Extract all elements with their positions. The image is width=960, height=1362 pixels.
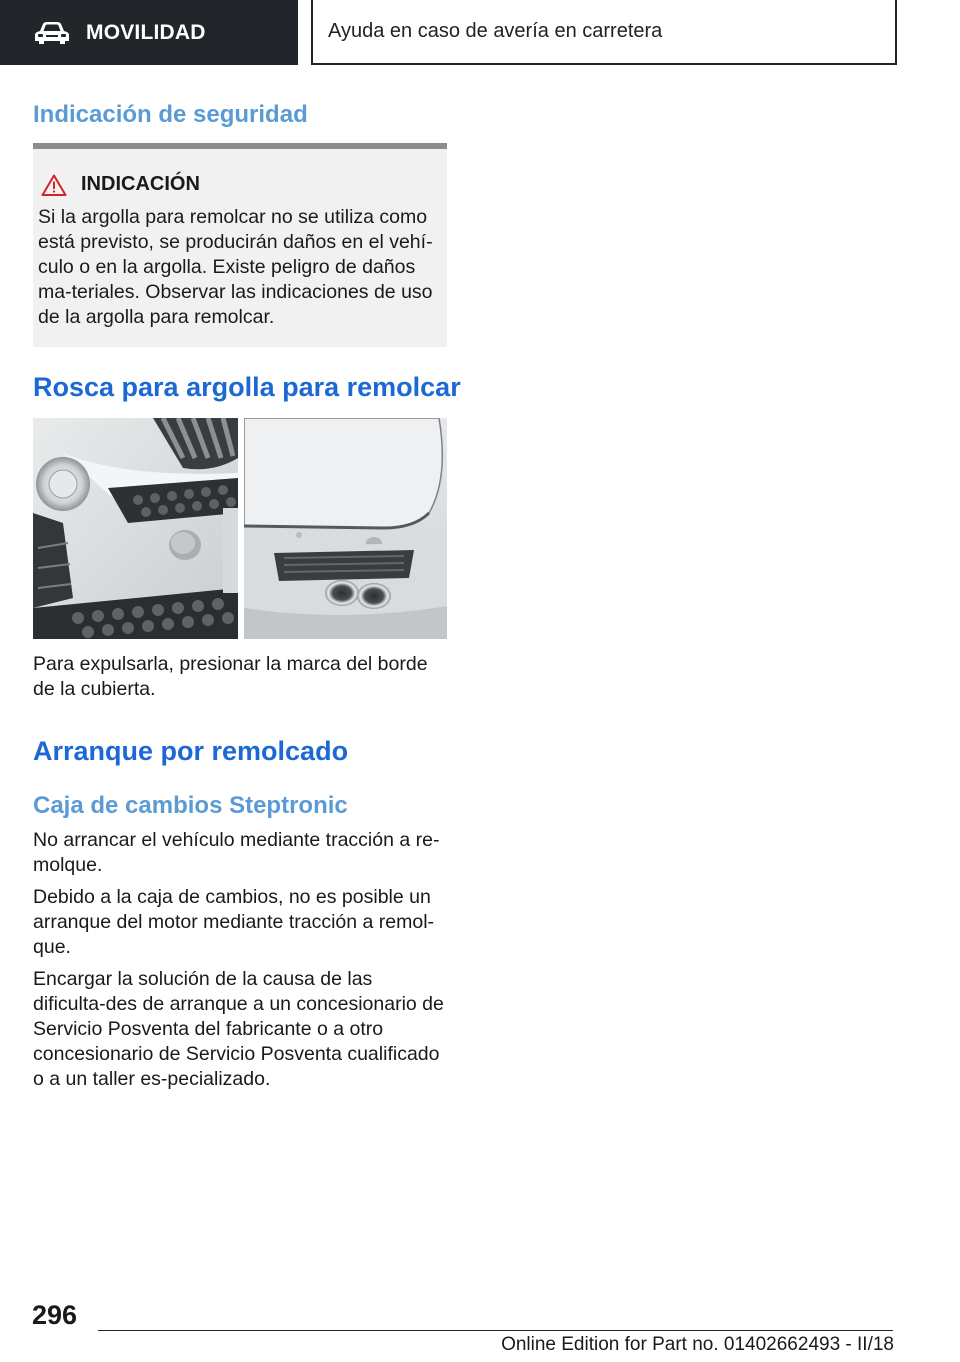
notice-text: Si la argolla para remolcar no se utiliza como está previsto, se producirán daños en el vehí-culo o en la argolla. Existe peligro de daños ma-teriales. Observar las indicaciones de uso de la argolla para remolcar. [38,206,433,328]
tow-eye-cover-figure [33,418,447,639]
notice-box [33,143,447,347]
warning-triangle-icon [41,174,67,196]
page-number: 296 [32,1300,78,1330]
steptronic-subheading: Caja de cambios Steptronic [33,792,348,819]
edition-info: Online Edition for Part no. 01402662493 - II/18 [501,1334,894,1355]
thread-heading: Rosca para argolla para remolcar [33,372,461,402]
paragraph: No arrancar el vehículo mediante tracción a re-molque. [33,829,440,876]
section-tab [0,0,298,65]
chapter-header [311,0,897,65]
front-bumper-image [33,418,238,639]
footer-divider [98,1330,893,1331]
chapter-title: Ayuda en caso de avería en carretera [328,20,663,42]
notice-title: INDICACIÓN [81,173,200,195]
paragraph: Debido a la caja de cambios, no es posible un arranque del motor mediante tracción a remol-que. [33,886,435,958]
tow-start-heading: Arranque por remolcado [33,736,349,766]
rear-bumper-image [244,418,447,639]
section-title: MOVILIDAD [86,20,206,44]
figure-caption: Para expulsarla, presionar la marca del borde de la cubierta. [33,653,428,700]
safety-heading: Indicación de seguridad [33,101,308,128]
paragraph: Encargar la solución de la causa de las dificulta-des de arranque a un concesionario de Servicio Posventa del fabricante o a otro concesionario de Servicio Posventa cualificado o a un taller es-pecializado. [33,968,444,1090]
car-icon [34,21,70,45]
